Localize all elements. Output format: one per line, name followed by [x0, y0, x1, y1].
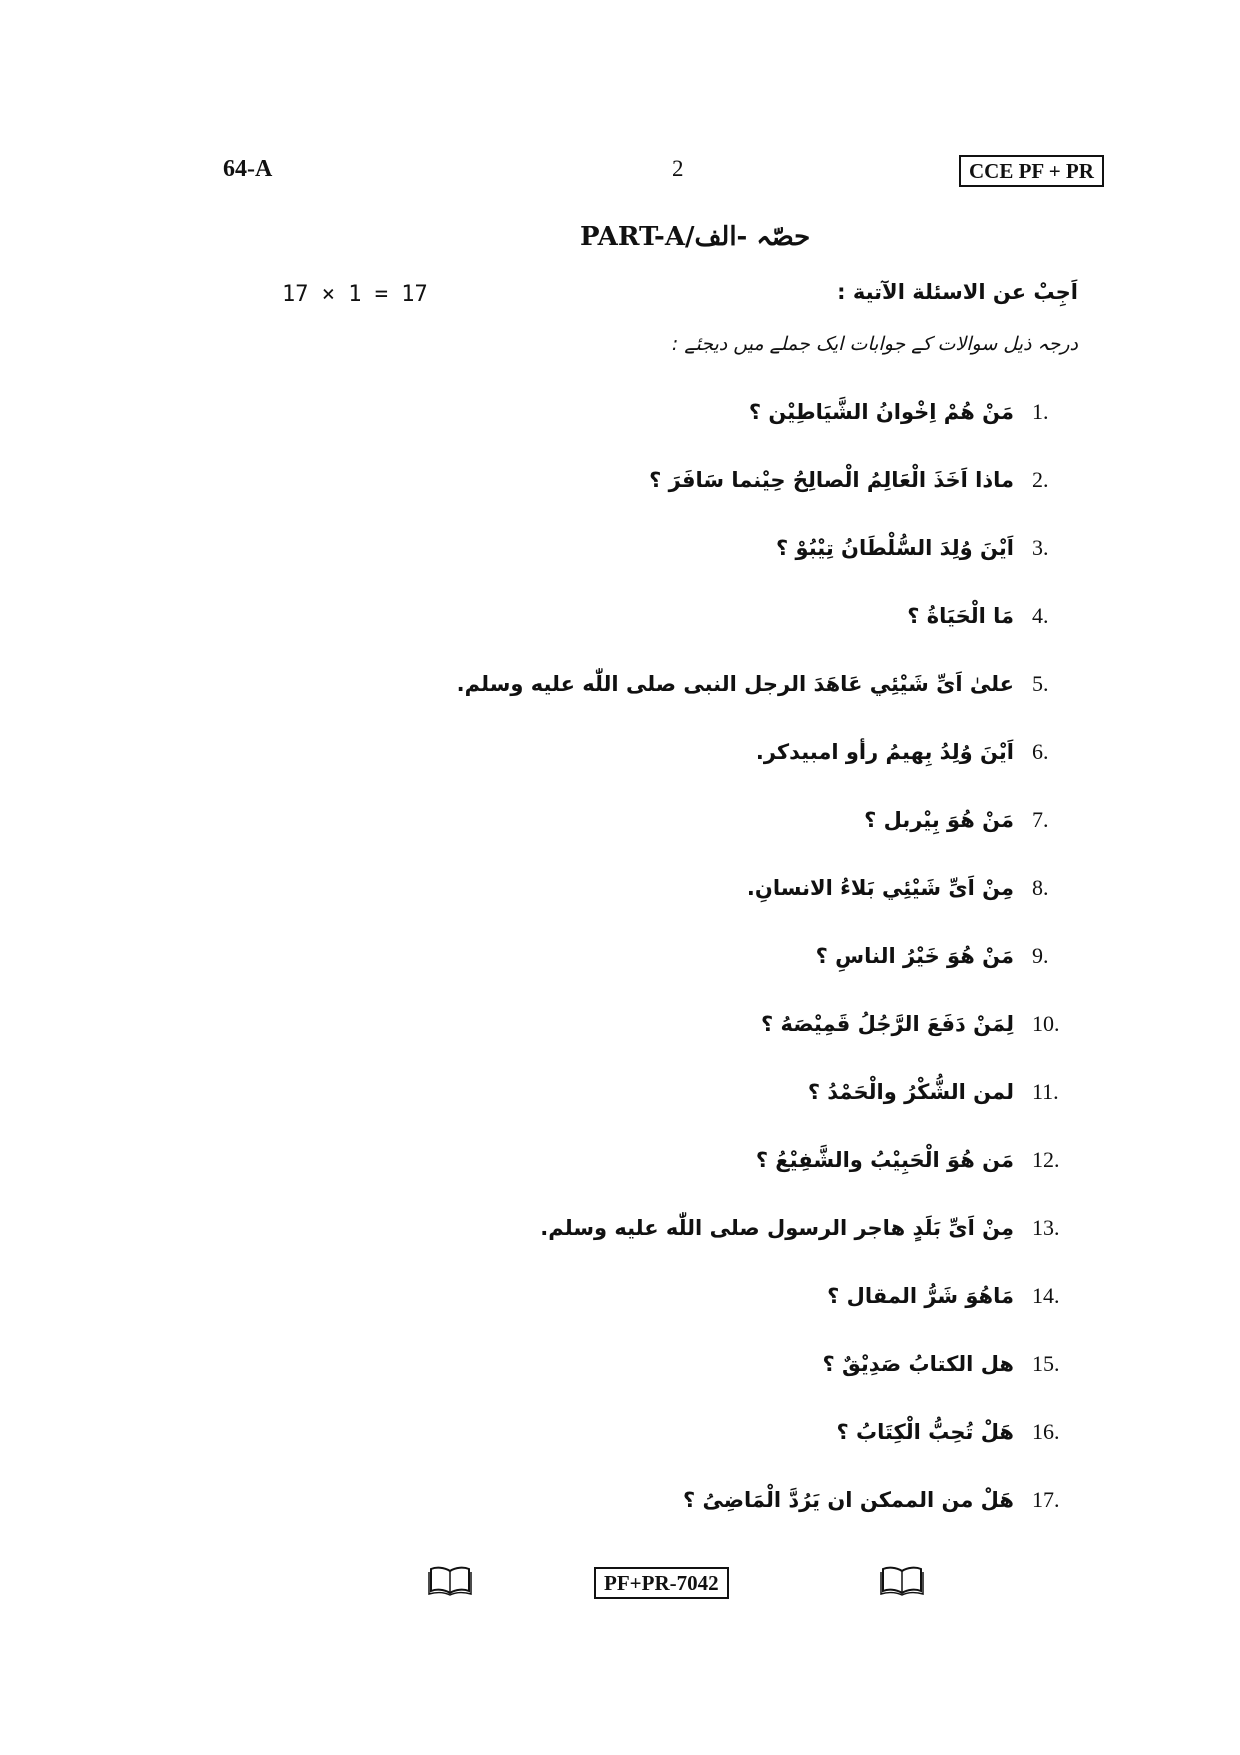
question-text: لِمَنْ دَفَعَ الرَّجُلُ قَمِيْصَهُ ؟	[760, 1012, 1014, 1036]
question-text: مَن هُوَ الْحَبِيْبُ والشَّفِيْعُ ؟	[755, 1148, 1014, 1172]
page-number: 2	[672, 156, 684, 181]
question-text: هَلْ من الممكن ان يَرُدَّ الْمَاضِىُ ؟	[682, 1488, 1014, 1512]
question-item	[747, 868, 1078, 908]
question-number: 5.	[1032, 671, 1049, 696]
book-icon	[880, 1566, 924, 1596]
question-number: 7.	[1032, 807, 1049, 832]
question-text: مِنْ اَىِّ شَيْئِي بَلاءُ الانسانِ.	[746, 876, 1014, 900]
question-item	[822, 1344, 1078, 1384]
question-item	[540, 1208, 1078, 1248]
question-text: هَلْ تُحِبُّ الْكِتَابُ ؟	[836, 1420, 1014, 1444]
header-right-code: CCE PF + PR	[959, 155, 1104, 187]
question-text: ماذا اَخَذَ الْعَالِمُ الْصالِحُ حِيْنما سَافَرَ ؟	[649, 468, 1014, 492]
question-item	[816, 936, 1078, 976]
question-number: 6.	[1032, 739, 1049, 764]
question-item	[907, 596, 1078, 636]
question-item	[761, 1004, 1078, 1044]
question-item	[827, 1276, 1078, 1316]
question-item	[836, 1412, 1078, 1452]
question-text: مَاهُوَ شَرُّ المقال ؟	[827, 1284, 1014, 1308]
question-number: 4.	[1032, 603, 1049, 628]
question-number: 9.	[1032, 943, 1049, 968]
question-number: 3.	[1032, 535, 1049, 560]
question-text: مَنْ هُمْ اِخْوانُ الشَّيَاطِيْن ؟	[748, 400, 1014, 424]
instruction-urdu: درجہ ذیل سوالات کے جوابات ایک جملے میں دیجئے :	[671, 333, 1078, 355]
book-icon	[428, 1566, 472, 1596]
question-item	[756, 732, 1078, 772]
question-text: مَنْ هُوَ خَيْرُ الناسِ ؟	[815, 944, 1014, 968]
question-item	[749, 392, 1078, 432]
question-text: هل الكتابُ صَدِيْقٌ ؟	[822, 1352, 1014, 1376]
question-text: لمن الشُّكْرُ والْحَمْدُ ؟	[807, 1080, 1014, 1104]
header-left-code: 64-A	[223, 156, 273, 182]
question-number: 17.	[1032, 1487, 1060, 1512]
question-text: اَيْنَ وُلِدَ السُّلْطَانُ تِيْبُوْ ؟	[776, 536, 1014, 560]
question-number: 14.	[1032, 1283, 1060, 1308]
question-text: علىٰ اَىِّ شَيْئِي عَاهَدَ الرجل النبى صلى اللّٰه عليه وسلم.	[456, 672, 1014, 696]
question-number: 15.	[1032, 1351, 1060, 1376]
question-item	[808, 1072, 1078, 1112]
question-number: 2.	[1032, 467, 1049, 492]
question-number: 1.	[1032, 399, 1049, 424]
question-item	[776, 528, 1078, 568]
instruction-arabic: اَجِبْ عن الاسئلة الآتية :	[837, 280, 1078, 304]
footer-code: PF+PR-7042	[594, 1567, 729, 1599]
marks-allocation: 17 × 1 = 17	[282, 282, 428, 307]
question-item	[649, 460, 1078, 500]
question-number: 12.	[1032, 1147, 1060, 1172]
question-item	[756, 1140, 1078, 1180]
question-item	[683, 1480, 1078, 1520]
question-item	[457, 664, 1078, 704]
part-title: PART-A/حصّہ -الف	[580, 222, 811, 252]
question-text: مَنْ هُوَ بِيْربل ؟	[864, 808, 1014, 832]
question-number: 16.	[1032, 1419, 1060, 1444]
question-number: 10.	[1032, 1011, 1060, 1036]
question-text: مَا الْحَيَاةُ ؟	[907, 604, 1014, 628]
question-item	[864, 800, 1078, 840]
question-text: مِنْ اَىِّ بَلَدٍ هاجر الرسول صلى اللّٰه عليه وسلم.	[540, 1216, 1014, 1240]
question-text: اَيْنَ وُلِدُ بِهيمُ رأو امبيدكر.	[755, 740, 1014, 764]
question-number: 11.	[1032, 1079, 1059, 1104]
question-number: 13.	[1032, 1215, 1060, 1240]
question-number: 8.	[1032, 875, 1049, 900]
